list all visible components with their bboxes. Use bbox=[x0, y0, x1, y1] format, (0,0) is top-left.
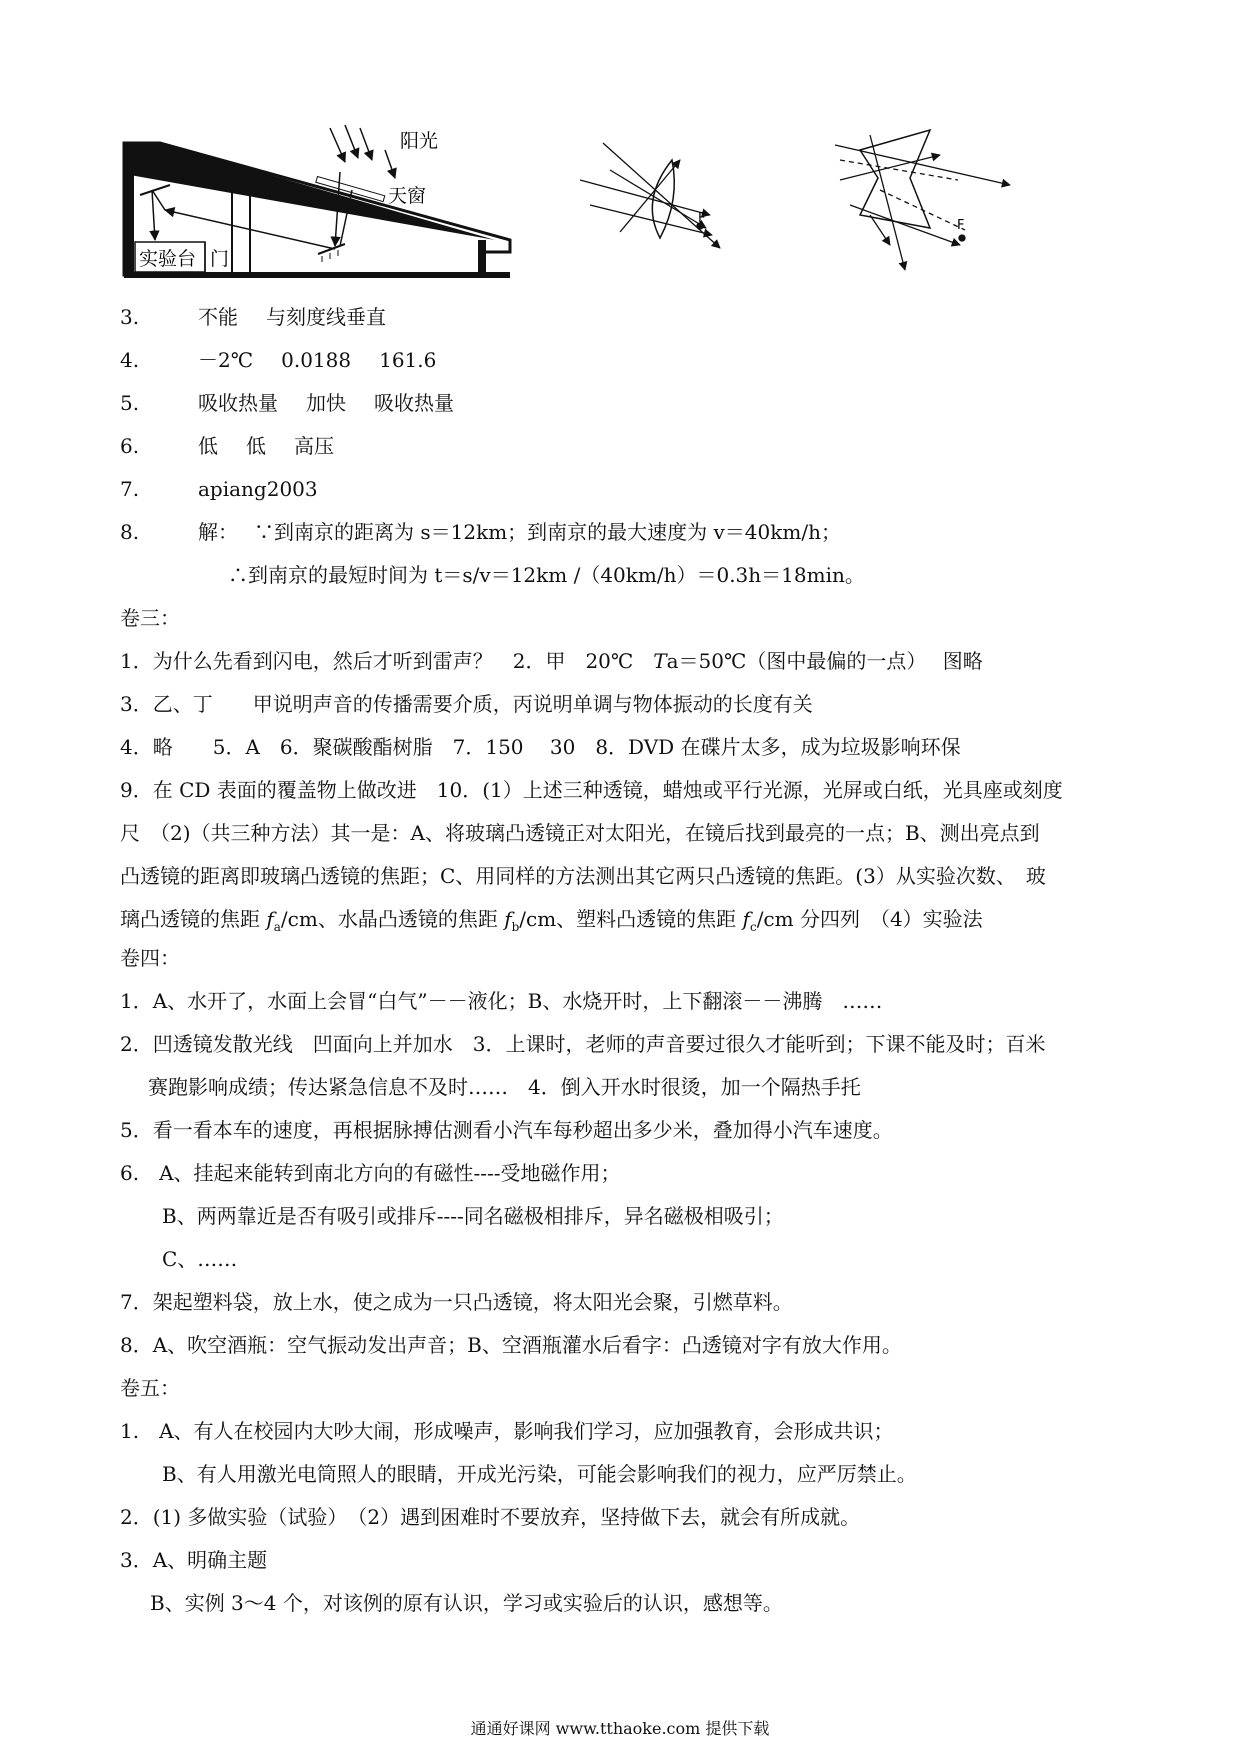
answer-3 bbox=[120, 304, 386, 330]
juan4-line6: B、两两靠近是否有吸引或排斥----同名磁极相排斥，异名磁极相吸引； bbox=[162, 1204, 784, 1228]
focal-symbol: f bbox=[266, 907, 274, 931]
answer-8-line2: ∴到南京的最短时间为 t＝s/v＝12km /（40km/h）＝0.3h＝18min。 bbox=[228, 563, 865, 587]
section-heading-4: 卷四： bbox=[120, 946, 180, 970]
answer-text: apiang2003 bbox=[198, 477, 318, 501]
section-heading-5: 卷五： bbox=[120, 1376, 180, 1400]
juan4-line3: 赛跑影响成绩；传达紧急信息不及时…… 4．倒入开水时很烫，加一个隔热手托 bbox=[148, 1075, 861, 1099]
answer-num: 6. bbox=[120, 434, 140, 458]
juan3-line5: 尺 （2)（共三种方法）其一是：A、将玻璃凸透镜正对太阳光，在镜后找到最亮的一点；B、测出亮点到 bbox=[120, 821, 1040, 845]
text: 璃凸透镜的焦距 bbox=[120, 907, 267, 931]
bench-label: 实验台 bbox=[139, 248, 197, 270]
juan4-line1: 1．A、水开了，水面上会冒“白气”－－液化；B、水烧开时，上下翻滚－－沸腾 …… bbox=[120, 989, 883, 1013]
answer-8 bbox=[120, 519, 841, 545]
answer-5 bbox=[120, 390, 454, 416]
juan4-line5: 6. A、挂起来能转到南北方向的有磁性----受地磁作用； bbox=[120, 1161, 621, 1185]
answer-num: 4. bbox=[120, 348, 140, 372]
juan3-line1-rest: a＝50℃（图中最偏的一点） 图略 bbox=[666, 649, 983, 673]
focal-subscript: b bbox=[511, 920, 520, 934]
answer-text: 不能 bbox=[198, 305, 238, 329]
answer-text: 低 bbox=[246, 434, 266, 458]
answer-num: 7. bbox=[120, 477, 140, 501]
answer-text: 0.0188 bbox=[281, 348, 352, 372]
focal-subscript: a bbox=[273, 920, 281, 934]
focus-label-fig2: F bbox=[698, 211, 706, 226]
answer-text: 高压 bbox=[294, 434, 334, 458]
door-label: 门 bbox=[210, 248, 230, 270]
answer-text: 加快 bbox=[306, 391, 346, 415]
juan3-line4: 9．在 CD 表面的覆盖物上做改进 10．(1）上述三种透镜，蜡烛或平行光源，光屏或白纸，光具座或刻度 bbox=[120, 778, 1063, 802]
answer-text: ∵到南京的距离为 s＝12km；到南京的最大速度为 v＝40km/h； bbox=[254, 520, 841, 544]
answer-num: 5. bbox=[120, 391, 140, 415]
juan5-line4: 3．A、明确主题 bbox=[120, 1548, 268, 1572]
focal-symbol: f bbox=[504, 907, 512, 931]
section-heading-3: 卷三： bbox=[120, 606, 180, 630]
answer-text: 吸收热量 bbox=[374, 391, 454, 415]
juan4-line4: 5．看一看本车的速度，再根据脉搏估测看小汽车每秒超出多少米，叠加得小汽车速度。 bbox=[120, 1118, 893, 1142]
answer-lead: 解： bbox=[198, 520, 238, 544]
text: /cm、水晶凸透镜的焦距 bbox=[280, 907, 505, 931]
answer-text: 低 bbox=[198, 434, 218, 458]
answer-text: －2℃ bbox=[198, 348, 254, 372]
concave-lens-rays-figure bbox=[835, 130, 1010, 270]
answer-4 bbox=[120, 347, 436, 373]
answer-6 bbox=[120, 433, 334, 459]
footer-download-note: 通通好课网 www.tthaoke.com 提供下载 bbox=[470, 1719, 770, 1738]
juan3-line3: 4．略 5．A 6．聚碳酸酯树脂 7．150 30 8．DVD 在碟片太多，成为垃圾影响环保 bbox=[120, 735, 961, 759]
sun-label: 阳光 bbox=[400, 130, 439, 152]
juan3-line7 bbox=[120, 906, 983, 940]
juan3-line1-text: 1．为什么先看到闪电，然后才听到雷声？ 2．甲 20℃ bbox=[120, 649, 654, 673]
temperature-symbol: T bbox=[653, 649, 667, 673]
text: /cm、塑料凸透镜的焦距 bbox=[519, 907, 743, 931]
juan5-line2: B、有人用激光电筒照人的眼睛，开成光污染，可能会影响我们的视力，应严厉禁止。 bbox=[162, 1462, 917, 1486]
juan4-line8: 7．架起塑料袋，放上水，使之成为一只凸透镜，将太阳光会聚，引燃草料。 bbox=[120, 1290, 793, 1314]
answer-num: 8. bbox=[120, 520, 140, 544]
focus-label-fig3: F bbox=[957, 218, 965, 233]
answer-text: 与刻度线垂直 bbox=[266, 305, 386, 329]
convex-lens-rays-figure bbox=[580, 143, 720, 248]
answer-text: 吸收热量 bbox=[198, 391, 278, 415]
focal-symbol: f bbox=[742, 907, 750, 931]
answer-num: 3. bbox=[120, 305, 140, 329]
juan4-line2: 2．凹透镜发散光线 凹面向上并加水 3．上课时，老师的声音要过很久才能听到；下课不能及时；百米 bbox=[120, 1032, 1046, 1056]
juan4-line9: 8．A、吹空酒瓶：空气振动发出声音；B、空酒瓶灌水后看字：凸透镜对字有放大作用。 bbox=[120, 1333, 902, 1357]
juan3-line1 bbox=[120, 648, 983, 674]
juan5-line5: B、实例 3～4 个，对该例的原有认识，学习或实验后的认识，感想等。 bbox=[150, 1591, 783, 1615]
figures-row bbox=[0, 0, 1240, 300]
answer-7 bbox=[120, 476, 318, 502]
skylight-label: 天窗 bbox=[388, 185, 427, 207]
juan3-line2: 3．乙、丁 甲说明声音的传播需要介质，丙说明单调与物体振动的长度有关 bbox=[120, 692, 813, 716]
juan3-line6: 凸透镜的距离即玻璃凸透镜的焦距；C、用同样的方法测出其它两只凸透镜的焦距。(3）从实验次数、 玻 bbox=[120, 864, 1046, 888]
answer-text: 161.6 bbox=[379, 348, 437, 372]
focal-subscript: c bbox=[749, 920, 757, 934]
juan4-line7: C、…… bbox=[162, 1247, 238, 1271]
text: /cm 分四列 （4）实验法 bbox=[756, 907, 983, 931]
juan5-line1: 1. A、有人在校园内大吵大闹，形成噪声，影响我们学习，应加强教育，会形成共识； bbox=[120, 1419, 894, 1443]
juan5-line3: 2．(1) 多做实验（试验） （2）遇到困难时不要放弃，坚持做下去，就会有所成就。 bbox=[120, 1505, 861, 1529]
